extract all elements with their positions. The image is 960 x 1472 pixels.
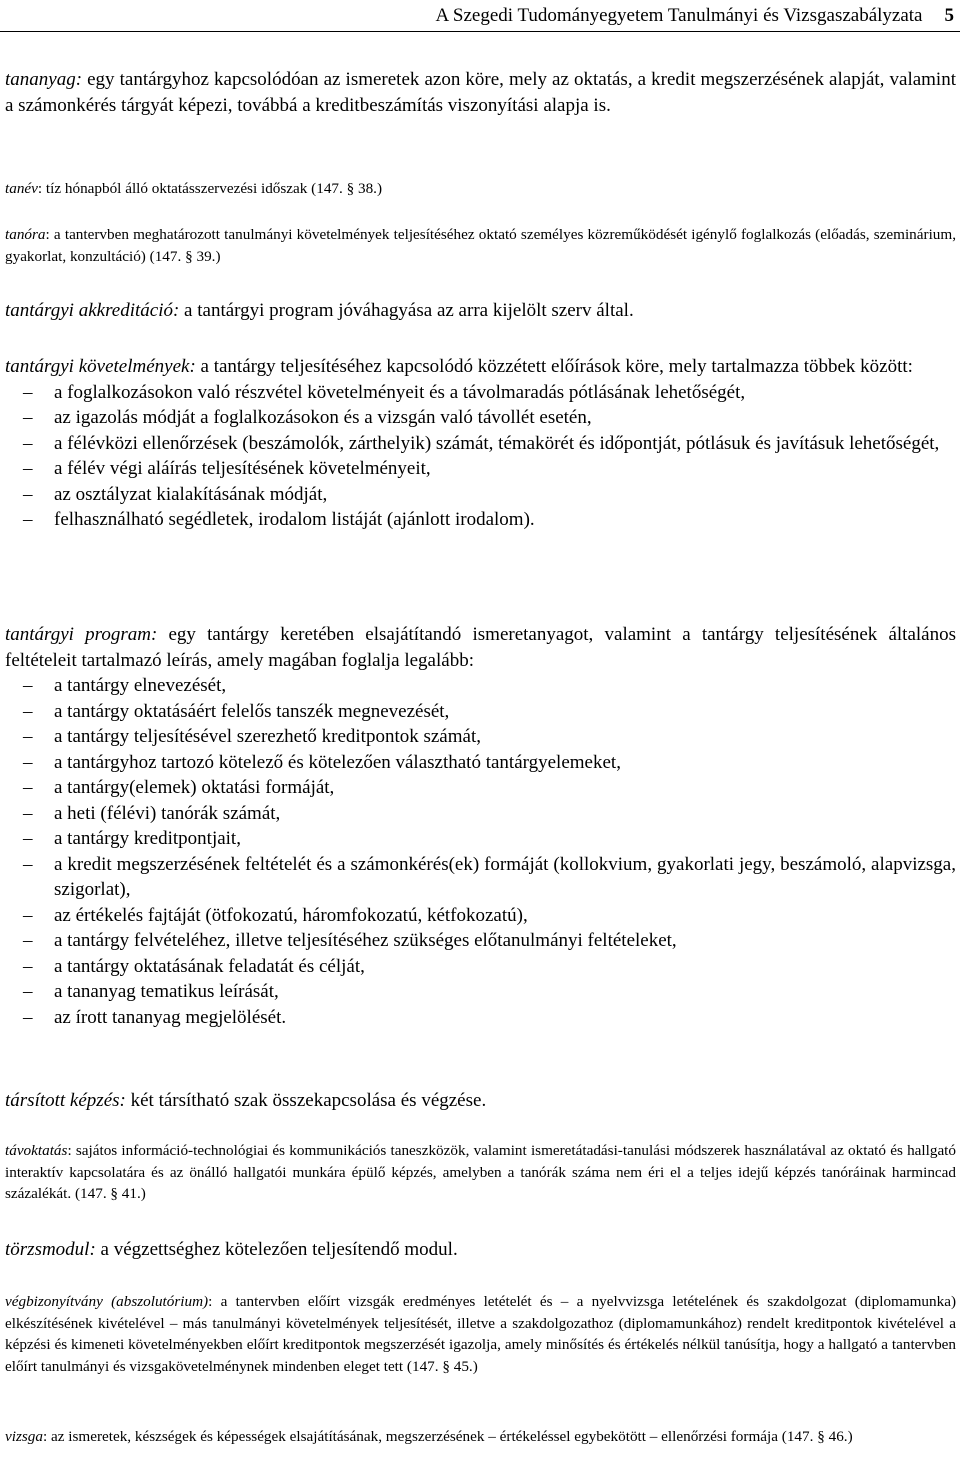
- list-item-text: felhasználható segédletek, irodalom listáját (ajánlott irodalom).: [54, 509, 535, 530]
- definition-text: a végzettséghez kötelezően teljesítendő modul.: [95, 1239, 458, 1260]
- definition-text: : az ismeretek, készségek és képességek elsajátításának, megszerzésének – értékeléssel egybekötött – ellenőrzési formája (147. § 46.): [42, 1428, 853, 1445]
- list-item: [5, 903, 956, 929]
- definition-tarsitott: [5, 1088, 956, 1114]
- dash-marker: –: [23, 700, 33, 722]
- dash-marker: –: [23, 432, 33, 454]
- list-item: [5, 801, 956, 827]
- list-item: [5, 405, 956, 431]
- program-list: [5, 673, 956, 1030]
- dash-marker: –: [23, 407, 33, 428]
- list-item-text: az írott tananyag megjelölését.: [54, 1006, 287, 1028]
- definition-text: : sajátos információ-technológiai és kommunikációs taneszközök, valamint ismeretátadási-tanulási módszerek használatával az oktató és hallgató interaktív kapcsolatára és az önálló hallgatói munkára épülő képzés, amelyben a tanórák száma nem éri el a teljes idejű képzés tanóráinak harmincad százalékát. (147. § 41.): [5, 1142, 956, 1202]
- definition-text: egy tantárgyhoz kapcsolódóan az ismeretek azon köre, mely az oktatás, a kredit megszerzésének alapját, valamint a számonkérés tárgyát képezi, továbbá a kreditbeszámítás viszonyítási alapja is.: [5, 69, 956, 116]
- list-item-text: az igazolás módját a foglalkozásokon és a vizsgán való távollét esetén,: [54, 407, 592, 428]
- list-item: [5, 673, 956, 699]
- dash-marker: –: [23, 751, 33, 773]
- definition-text: a tantárgy teljesítéséhez kapcsolódó közzétett előírások köre, mely tartalmazza többek között:: [195, 356, 913, 377]
- definition-text: : a tantervben előírt vizsgák eredményes letételét és – a nyelvvizsga letételének és szakdolgozat (diplomamunka) elkészítésének kivételével – más tanulmányi követelmények teljesítését, illetve a szakdolgozathoz (diplomamunkához) rendelt kreditpontok kivételével a képzési és kimeneti követelményekben előírt kreditpontok megszerzését igazolja, amely minősítés és értékelés nélkül tanúsítja, hogy a hallgató a tantervben előírt tanulmányi és vizsgakövetelménynek mindenben eleget tett (147. § 45.): [5, 1293, 957, 1375]
- list-item-text: a tantárgyhoz tartozó kötelező és kötelezően választható tantárgyelemeket,: [54, 751, 621, 773]
- list-item-text: a félév végi aláírás teljesítésének követelményeit,: [54, 458, 431, 479]
- dash-marker: –: [23, 981, 33, 1002]
- definition-text: a tantárgyi program jóváhagyása az arra kijelölt szerv által.: [179, 300, 634, 321]
- list-item: [5, 928, 956, 954]
- term: vizsga: [5, 1428, 43, 1445]
- list-item: [5, 699, 956, 725]
- list-item: [5, 431, 956, 457]
- definition-vegbizonyitvany: [5, 1291, 956, 1377]
- definition-tavoktatas: [5, 1140, 956, 1205]
- list-item: [5, 724, 956, 750]
- list-item: [5, 775, 956, 801]
- term: társított képzés:: [5, 1090, 126, 1111]
- definition-tanev: [5, 178, 956, 200]
- definition-kovetelmenyek: [5, 354, 956, 533]
- list-item: [5, 1005, 956, 1031]
- dash-marker: –: [23, 509, 33, 530]
- dash-marker: –: [23, 458, 33, 479]
- definition-text: egy tantárgy keretében elsajátítandó ismeretanyagot, valamint a tantárgy teljesítésének általános feltételeit tartalmazó leírás, amely magában foglalja legalább:: [5, 624, 957, 671]
- dash-marker: –: [23, 483, 33, 505]
- definition-text: : a tantervben meghatározott tanulmányi követelmények teljesítéséhez oktató személyes közreműködését igénylő foglalkozás (előadás, szeminárium, gyakorlat, konzultáció) (147. § 39.): [5, 226, 956, 265]
- term: tananyag:: [5, 69, 83, 90]
- page-header: [0, 2, 960, 32]
- list-item-text: a foglalkozásokon való részvétel követelményeit és a távolmaradás pótlásának lehetőségét,: [54, 381, 746, 403]
- definition-text: : tíz hónapból álló oktatásszervezési időszak (147. § 38.): [37, 180, 383, 197]
- term: távoktatás: [5, 1142, 68, 1159]
- term: végbizonyítvány (abszolutórium): [5, 1293, 209, 1310]
- list-item: [5, 954, 956, 980]
- dash-marker: –: [23, 802, 33, 824]
- list-item-text: a tantárgy oktatásáért felelős tanszék megnevezését,: [54, 700, 450, 722]
- list-item: [5, 380, 956, 406]
- header-title: A Szegedi Tudományegyetem Tanulmányi és Vizsgaszabályzata: [435, 5, 923, 26]
- definition-akkreditacio: [5, 298, 956, 324]
- list-item-text: a tantárgy felvételéhez, illetve teljesítéséhez szükséges előtanulmányi feltételeket,: [54, 930, 677, 951]
- list-item-text: a kredit megszerzésének feltételét és a számonkérés(ek) formáját (kollokvium, gyakorlati jegy, beszámoló, alapvizsga, szigorlat),: [54, 853, 956, 900]
- list-item-text: a tantárgy teljesítésével szerezhető kreditpontok számát,: [54, 726, 481, 747]
- list-item-text: a tantárgy kreditpontjait,: [54, 828, 241, 849]
- definition-tananyag: [5, 67, 956, 118]
- dash-marker: –: [23, 930, 33, 951]
- dash-marker: –: [23, 675, 33, 696]
- term: tanóra: [5, 226, 46, 243]
- list-item: [5, 750, 956, 776]
- dash-marker: –: [23, 381, 33, 403]
- list-item: [5, 979, 956, 1005]
- definition-tanora: [5, 224, 956, 267]
- term: tantárgyi program:: [5, 624, 158, 645]
- list-item-text: a heti (félévi) tanórák számát,: [54, 802, 281, 824]
- dash-marker: –: [23, 828, 33, 849]
- list-item-text: a tananyag tematikus leírását,: [54, 981, 279, 1002]
- definition-torzsmodul: [5, 1237, 956, 1263]
- dash-marker: –: [23, 777, 33, 798]
- page-number: 5: [944, 5, 954, 26]
- list-item: [5, 456, 956, 482]
- list-item-text: az értékelés fajtáját (ötfokozatú, háromfokozatú, kétfokozatú),: [54, 904, 528, 926]
- term: tanév: [5, 180, 38, 197]
- dash-marker: –: [23, 853, 33, 875]
- list-item-text: a tantárgy(elemek) oktatási formáját,: [54, 777, 335, 798]
- dash-marker: –: [23, 955, 33, 977]
- dash-marker: –: [23, 904, 33, 926]
- definition-vizsga: [5, 1426, 956, 1448]
- definition-program: [5, 622, 956, 1030]
- list-item-text: a tantárgy oktatásának feladatát és célját,: [54, 955, 365, 977]
- definition-intro: [5, 354, 956, 380]
- term: tantárgyi követelmények:: [5, 356, 196, 377]
- requirements-list: [5, 380, 956, 533]
- term: törzsmodul:: [5, 1239, 96, 1260]
- dash-marker: –: [23, 1006, 33, 1028]
- list-item-text: az osztályzat kialakításának módját,: [54, 483, 328, 505]
- definition-text: két társítható szak összekapcsolása és végzése.: [125, 1090, 487, 1111]
- term: tantárgyi akkreditáció:: [5, 300, 180, 321]
- list-item: [5, 507, 956, 533]
- list-item-text: a félévközi ellenőrzések (beszámolók, zárthelyik) számát, témakörét és időpontját, pótlásuk és javításuk lehetőségét,: [54, 432, 940, 454]
- dash-marker: –: [23, 726, 33, 747]
- list-item: [5, 826, 956, 852]
- definition-intro: [5, 622, 956, 673]
- list-item-text: a tantárgy elnevezését,: [54, 675, 227, 696]
- list-item: [5, 482, 956, 508]
- list-item: [5, 852, 956, 903]
